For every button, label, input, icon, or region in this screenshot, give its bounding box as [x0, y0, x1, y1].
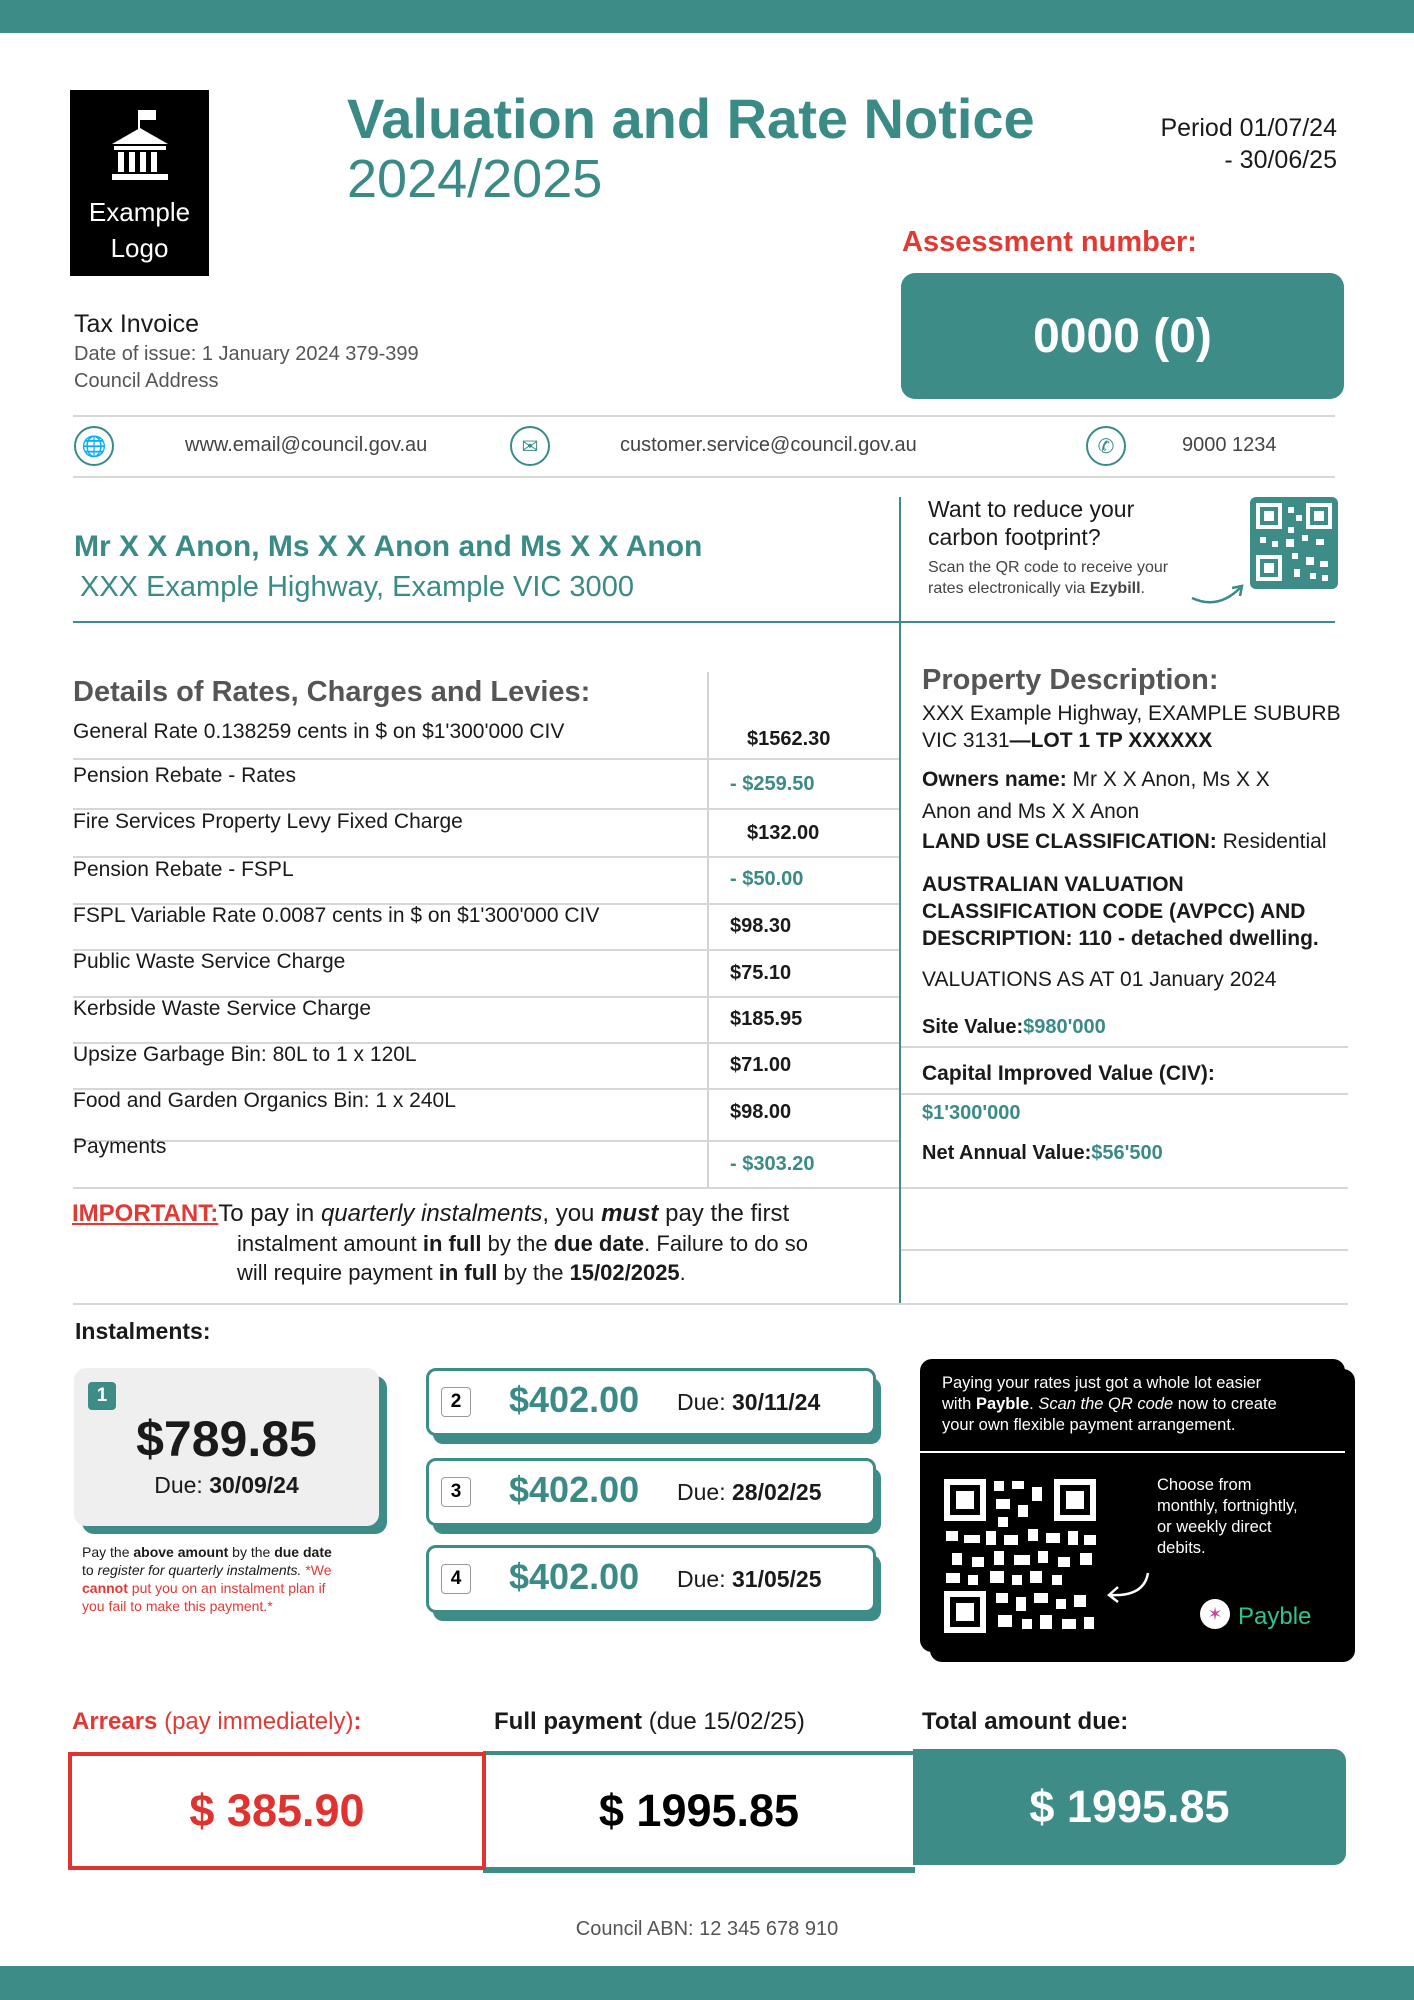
billing-period: [1160, 112, 1337, 176]
total-amount-due: $ 1995.85: [913, 1749, 1346, 1865]
amount-column-divider: [707, 672, 709, 1188]
recipient-address: XXX Example Highway, Example VIC 3000: [80, 571, 634, 603]
valuation-divider: [901, 1046, 1348, 1048]
instalment-amount: $402.00: [509, 1379, 640, 1420]
charge-amount: $98.30: [730, 915, 792, 937]
carbon-subtext: [928, 557, 1168, 599]
row-divider: [73, 1140, 899, 1142]
instalments-title: Instalments:: [75, 1318, 211, 1344]
charge-amount: - $259.50: [730, 773, 815, 795]
charge-label: FSPL Variable Rate 0.0087 cents in $ on $1'300'000 CIV: [73, 904, 600, 927]
site-value: Site Value:$980'000: [922, 1016, 1106, 1038]
period-line1: Period 01/07/24: [1160, 114, 1337, 142]
page-year: 2024/2025: [347, 149, 603, 209]
instalment-number: 3: [441, 1477, 471, 1507]
phone-icon: ✆: [1086, 426, 1126, 466]
payble-brand: Payble: [1238, 1603, 1312, 1630]
instalment-due: Due: 31/05/25: [677, 1566, 822, 1592]
mail-icon: ✉: [510, 426, 550, 466]
charge-amount: $1562.30: [747, 728, 831, 750]
important-line2: instalment amount in full by the due date. Failure to do so: [237, 1231, 809, 1256]
instalment-number: 1: [88, 1382, 116, 1410]
payble-choose-text: Choose from monthly, fortnightly, or weekly direct debits.: [1157, 1476, 1298, 1557]
important-notice: IMPORTANT:To pay in quarterly instalments, you must pay the first: [72, 1200, 790, 1227]
charge-label: Kerbside Waste Service Charge: [73, 997, 372, 1020]
charge-label: Upsize Garbage Bin: 80L to 1 x 120L: [73, 1043, 417, 1066]
net-annual-value: Net Annual Value:$56'500: [922, 1142, 1163, 1164]
property-title: Property Description:: [922, 664, 1219, 696]
assessment-number: 0000 (0): [901, 273, 1344, 399]
instalment-number: 4: [441, 1564, 471, 1594]
instalment-3-card: [426, 1458, 876, 1526]
phone-number[interactable]: 9000 1234: [1182, 434, 1277, 456]
payble-qr-code[interactable]: [942, 1477, 1098, 1635]
land-use: LAND USE CLASSIFICATION: Residential: [922, 830, 1327, 853]
total-amount-label: Total amount due:: [922, 1708, 1129, 1735]
valuation-divider: [901, 1093, 1348, 1095]
charge-label: Payments: [73, 1135, 167, 1158]
section-divider: [73, 1303, 1348, 1305]
charge-label: Fire Services Property Levy Fixed Charge: [73, 810, 463, 833]
avpcc: AUSTRALIAN VALUATION CLASSIFICATION CODE (AVPCC) AND DESCRIPTION: 110 - detached dwelling.: [922, 873, 1319, 950]
property-owners: Owners name: Mr X X Anon, Ms X X Anon and Ms X X Anon: [922, 768, 1270, 823]
instalment-amount: $402.00: [509, 1556, 640, 1597]
instalment-note: Pay the above amount by the due date to register for quarterly instalments. *We cannot put you on an instalment plan if you fail to make this payment.*: [82, 1544, 332, 1614]
row-divider: [73, 758, 899, 760]
arrow-icon: [1188, 578, 1248, 606]
charge-amount: - $50.00: [730, 868, 804, 890]
charge-label: General Rate 0.138259 cents in $ on $1'300'000 CIV: [73, 720, 565, 743]
carbon-sub-line1: Scan the QR code to receive your: [928, 559, 1169, 576]
civ-value: $1'300'000: [922, 1102, 1021, 1124]
instalment-due: Due: 30/09/24: [154, 1472, 299, 1498]
tax-invoice-label: Tax Invoice: [74, 310, 200, 338]
full-payment-label: Full payment (due 15/02/25): [494, 1708, 805, 1735]
important-line3: will require payment in full by the 15/02/2025.: [237, 1260, 686, 1285]
property-address: XXX Example Highway, EXAMPLE SUBURB VIC 3131—LOT 1 TP XXXXXX: [922, 702, 1341, 752]
qr-code-icon: [942, 1477, 1098, 1635]
valuation-divider: [901, 1249, 1348, 1251]
valuation-divider: [901, 1187, 1348, 1189]
globe-icon: 🌐: [74, 426, 114, 466]
carbon-title-line2: carbon footprint?: [928, 524, 1101, 550]
ezybill-qr-code[interactable]: [1250, 497, 1338, 589]
column-divider: [899, 497, 901, 1305]
top-bar: [0, 0, 1414, 33]
instalment-1-card: [74, 1368, 379, 1526]
contact-divider-bottom: [73, 476, 1335, 478]
instalment-amount: $789.85: [136, 1411, 317, 1467]
charge-amount: $75.10: [730, 962, 792, 984]
charge-amount: - $303.20: [730, 1153, 815, 1175]
arrears-label: Arrears (pay immediately):: [72, 1708, 362, 1735]
building-icon: [110, 108, 170, 184]
carbon-title: [928, 495, 1134, 551]
payble-leaf-icon: ✶: [1200, 1599, 1230, 1629]
instalment-2-card: [426, 1368, 876, 1436]
arrow-icon: [1104, 1569, 1154, 1605]
assessment-label: Assessment number:: [902, 226, 1197, 258]
logo-text-line2: Logo: [110, 233, 169, 263]
civ-label: Capital Improved Value (CIV):: [922, 1062, 1215, 1085]
instalment-number: 2: [441, 1387, 471, 1417]
charge-amount: $71.00: [730, 1054, 792, 1076]
payble-divider: [920, 1451, 1345, 1453]
payble-text: Paying your rates just got a whole lot easier with Payble. Scan the QR code now to create your own flexible payment arrangement.: [942, 1374, 1277, 1434]
row-divider: [73, 1187, 899, 1189]
page-title: Valuation and Rate Notice: [347, 87, 1035, 150]
instalment-4-card: [426, 1545, 876, 1613]
valuations-as-at: VALUATIONS AS AT 01 January 2024: [922, 968, 1277, 991]
ezybill-brand: Ezybill: [1089, 580, 1141, 597]
details-title: Details of Rates, Charges and Levies:: [73, 676, 591, 708]
council-logo: [70, 90, 209, 276]
property-lot: —LOT 1 TP XXXXXX: [1009, 729, 1213, 752]
charge-label: Pension Rebate - Rates: [73, 764, 296, 787]
period-line2: - 30/06/25: [1224, 146, 1337, 174]
instalment-amount: $402.00: [509, 1469, 640, 1510]
instalment-due: Due: 30/11/24: [677, 1389, 821, 1415]
full-payment-amount: $ 1995.85: [483, 1751, 915, 1873]
instalment-due: Due: 28/02/25: [677, 1479, 822, 1505]
issue-info: [74, 341, 419, 395]
recipient-owners: Mr X X Anon, Ms X X Anon and Ms X X Anon: [74, 530, 703, 563]
charge-label: Public Waste Service Charge: [73, 950, 346, 973]
qr-code-icon: [1250, 497, 1338, 589]
recipient-divider: [73, 621, 1335, 623]
council-abn: Council ABN: 12 345 678 910: [575, 1918, 839, 1940]
council-address: Council Address: [74, 370, 219, 392]
charge-amount: $132.00: [747, 822, 820, 844]
charge-amount: $185.95: [730, 1008, 803, 1030]
charge-label: Food and Garden Organics Bin: 1 x 240L: [73, 1089, 456, 1112]
carbon-sub-line2: rates electronically via Ezybill.: [928, 580, 1145, 597]
logo-text-line1: Example: [88, 197, 191, 227]
date-of-issue: Date of issue: 1 January 2024 379-399: [74, 343, 419, 365]
charge-label: Pension Rebate - FSPL: [73, 858, 294, 881]
arrears-amount: $ 385.90: [68, 1752, 486, 1870]
contact-divider-top: [73, 415, 1335, 417]
website-link[interactable]: www.email@council.gov.au: [185, 434, 428, 456]
carbon-title-line1: Want to reduce your: [928, 496, 1135, 522]
email-link[interactable]: customer.service@council.gov.au: [620, 434, 917, 456]
important-label: IMPORTANT:: [72, 1200, 219, 1227]
charge-amount: $98.00: [730, 1101, 792, 1123]
payble-panel: [920, 1359, 1345, 1652]
bottom-bar: [0, 1966, 1414, 2000]
